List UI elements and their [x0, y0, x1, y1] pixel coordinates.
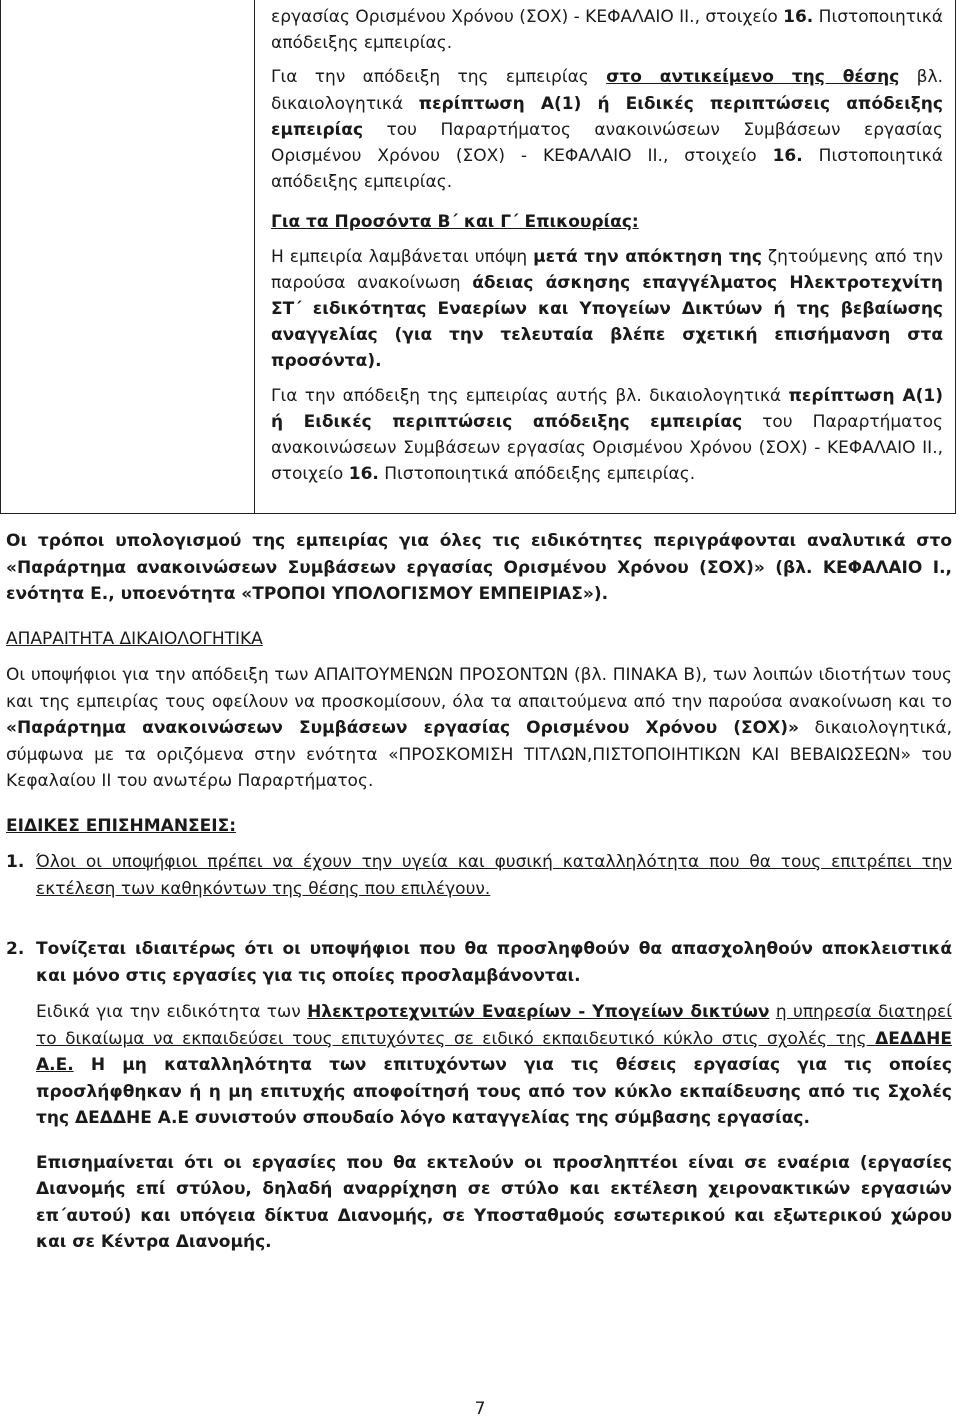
experience-table — [0, 0, 956, 514]
cell-heading-b-c-auxiliary: Για τα Προσόντα Β΄ και Γ΄ Επικουρίας: — [271, 212, 639, 233]
cell-paragraph-2: Για την απόδειξη της εμπειρίας στο αντικείμενο της θέσης βλ. δικαιολογητικά περίπτωση Α(1) ή Ειδικές περιπτώσεις απόδειξης εμπειρίας του Παραρτήματος ανακοινώσεων Συμβάσεων εργασίας Ορισμένου Χρόνου (ΣΟΧ) - ΚΕΦΑΛΑΙΟ ΙΙ., στοιχείο 16. Πιστοποιητικά απόδειξης εμπειρίας. — [271, 67, 943, 193]
required-docs-paragraph: Οι υποψήφιοι για την απόδειξη των ΑΠΑΙΤΟΥΜΕΝΩΝ ΠΡΟΣΟΝΤΩΝ (βλ. ΠΙΝΑΚΑ Β), των λοιπών ιδιοτήτων τους και της εμπειρίας τους οφείλουν να προσκομίσουν, όλα τα απαιτούμενα από την παρούσα ανακοίνωση και το «Παράρτημα ανακοινώσεων Συμβάσεων εργασίας Ορισμένου Χρόνου (ΣΟΧ)» δικαιολογητικά, σύμφωνα με τα οριζόμενα στην ενότητα «ΠΡΟΣΚΟΜΙΣΗ ΤΙΤΛΩΝ,ΠΙΣΤΟΠΟΙΗΤΙΚΩΝ ΚΑΙ ΒΕΒΑΙΩΣΕΩΝ» του Κεφαλαίου ΙΙ του ανωτέρω Παραρτήματος. — [6, 665, 952, 791]
experience-cell — [271, 4, 943, 487]
special-note-1: 1. Όλοι οι υποψήφιοι πρέπει να έχουν την υγεία και φυσική καταλληλότητα που θα τους επιτρέπει την εκτέλεση των καθηκόντων της θέσης που επιλέγουν. — [6, 852, 952, 899]
required-docs-heading: ΑΠΑΡΑΙΤΗΤΑ ΔΙΚΑΙΟΛΟΓΗΤΙΚΑ — [6, 628, 263, 649]
calc-paragraph: Οι τρόποι υπολογισμού της εμπειρίας για όλες τις ειδικότητες περιγράφονται αναλυτικά στο «Παράρτημα ανακοινώσεων Συμβάσεων εργασίας Ορισμένου Χρόνου (ΣΟΧ)» (βλ. ΚΕΦΑΛΑΙΟ Ι., ενότητα Ε., υποενότητα «ΤΡΟΠΟΙ ΥΠΟΛΟΓΙΣΜΟΥ ΕΜΠΕΙΡΙΑΣ»). — [6, 531, 952, 604]
special-notes-heading: ΕΙΔΙΚΕΣ ΕΠΙΣΗΜΑΝΣΕΙΣ: — [6, 815, 237, 836]
table-column-divider — [254, 0, 255, 513]
emphasis-paragraph: Επισημαίνεται ότι οι εργασίες που θα εκτελούν οι προσληπτέοι είναι σε εναέρια (εργασίες Διανομής επί στύλου, δηλαδή αναρρίχηση σε στύλο και εκτέλεση χειρονακτικών εργασιών επ΄αυτού) και υπόγεια δίκτυα Διανομής, σε Υποσταθμούς εσωτερικού και εξωτερικού χώρου και σε Κέντρα Διανομής. — [36, 1152, 952, 1252]
cell-paragraph-1: εργασίας Ορισμένου Χρόνου (ΣΟΧ) - ΚΕΦΑΛΑΙΟ ΙΙ., στοιχείο 16. Πιστοποιητικά απόδειξης εμπειρίας. — [271, 7, 943, 54]
cell-paragraph-3: Η εμπειρία λαμβάνεται υπόψη μετά την απόκτηση της ζητούμενης από την παρούσα ανακοίνωση άδειας άσκησης επαγγέλματος Ηλεκτροτεχνίτη ΣΤ΄ ειδικότητας Εναερίων και Υπογείων Δικτύων ή της βεβαίωσης αναγγελίας (για την τελευταία βλέπε σχετική επισήμανση στα προσόντα). — [271, 246, 943, 372]
page-number: 7 — [474, 1399, 486, 1419]
specific-specialty-paragraph: Ειδικά για την ειδικότητα των Ηλεκτροτεχνιτών Εναερίων - Υπογείων δικτύων η υπηρεσία διατηρεί το δικαίωμα να εκπαιδεύσει τους επιτυχόντες σε ειδικό εκπαιδευτικό κύκλο στις σχολές της ΔΕΔΔΗΕ Α.Ε. Η μη καταλληλότητα των επιτυχόντων για τις θέσεις εργασίας για τις οποίες προσλήφθηκαν ή η μη επιτυχής αποφοίτησή τους από τον κύκλο εκπαίδευσης από τις Σχολές της ΔΕΔΔΗΕ Α.Ε συνιστούν σπουδαίο λόγο καταγγελίας της σύμβασης εργασίας. — [36, 1002, 952, 1128]
cell-paragraph-4: Για την απόδειξη της εμπειρίας αυτής βλ. δικαιολογητικά περίπτωση Α(1) ή Ειδικές περιπτώσεις απόδειξης εμπειρίας του Παραρτήματος ανακοινώσεων Συμβάσεων εργασίας Ορισμένου Χρόνου (ΣΟΧ) - ΚΕΦΑΛΑΙΟ ΙΙ., στοιχείο 16. Πιστοποιητικά απόδειξης εμπειρίας. — [271, 385, 943, 485]
main-body — [6, 528, 952, 1256]
special-note-2: 2. Τονίζεται ιδιαιτέρως ότι οι υποψήφιοι που θα προσληφθούν θα απασχοληθούν αποκλειστικά και μόνο στις εργασίες για τις οποίες προσλαμβάνονται. — [6, 939, 952, 986]
